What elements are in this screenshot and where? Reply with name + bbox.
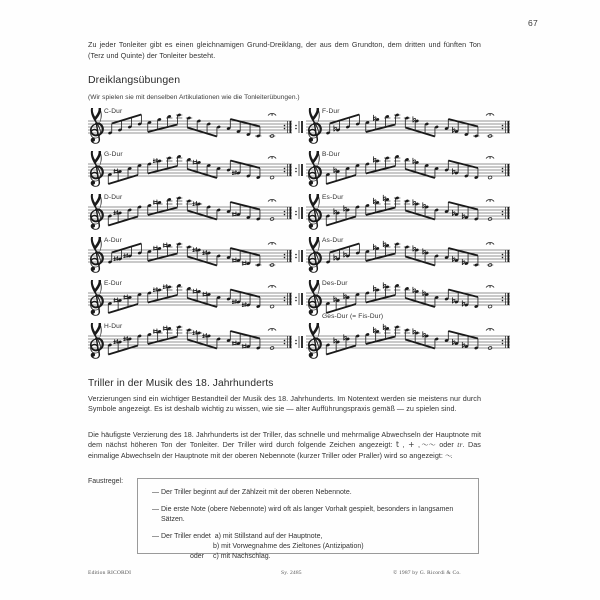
rule3-option-a: a) mit Stillstand auf der Hauptnote, (214, 533, 323, 540)
music-system-row-6 (88, 313, 512, 363)
section-heading-dreiklangsuebungen: Dreiklangsübungen (88, 74, 181, 86)
staff-system-1 (88, 108, 512, 148)
triller-para2-part-b: . Das einmalige Abwechseln der Hauptnote mit der oberen Nebennote (kurzer Triller oder Praller) wird so angezeigt: (88, 440, 481, 460)
rule3-option-c-line (161, 552, 470, 562)
intro-paragraph: Zu jeder Tonleiter gibt es einen gleichnamigen Grund-Dreiklang, der aus dem Grundton, dem dritten und fünften Ton (Terz und Quinte) der Tonleiter besteht. (88, 40, 481, 60)
faustregel-label: Faustregel: (88, 478, 124, 485)
rule3-lead: Der Triller endet (161, 533, 211, 540)
music-system-row-5 (88, 280, 512, 320)
trill-symbol-tr: tr (457, 440, 463, 450)
page-footer (88, 570, 488, 580)
key-label-c-dur: C-Dur (104, 108, 123, 115)
faustregel-rule-list (152, 488, 470, 569)
staff-system-5 (88, 280, 512, 320)
staff-system-4 (88, 237, 512, 277)
staff-system-6 (88, 323, 512, 363)
key-label-h-dur: H-Dur (104, 323, 123, 330)
key-label-e-dur: E-Dur (104, 280, 122, 287)
rule-dash: — (152, 489, 159, 496)
rule3-oder-label: oder (190, 553, 205, 560)
rule-text: Die erste Note (obere Nebennote) wird oft als langer Vorhalt gespielt, besonders in langsamen Sätzen. (161, 506, 454, 523)
rule-text: Der Triller beginnt auf der Zählzeit mit der oberen Nebennote. (161, 489, 352, 496)
music-staff-area (88, 108, 512, 366)
triller-paragraph-2: Die häufigste Verzierung des 18. Jahrhunderts ist der Triller, das schnelle und mehrmalige Abwechseln der Hauptnote mit dem nächst höheren Ton der Tonleiter. Der Triller wird durch folgende Zeichen angezeigt: t , + ,〜〜 oder tr. Das einmalige Abwechseln der Hauptnote mit der oberen Nebennote (kurzer Triller oder Praller) wird so angezeigt: 〜. (88, 430, 481, 460)
faustregel-box (137, 478, 479, 560)
key-label-g-dur: G-Dur (104, 151, 123, 158)
trill-symbol-t: t (396, 440, 400, 450)
music-system-row-2 (88, 151, 512, 191)
trill-symbol-plus: + (408, 440, 415, 450)
rule3-option-b: b) mit Vorwegnahme des Zieltones (Antizipation) (213, 543, 364, 550)
rule3-option-b-line (161, 542, 470, 552)
faustregel-rule-1 (152, 488, 470, 498)
dreiklang-subnote: (Wir spielen sie mit denselben Artikulationen wie die Tonleiterübungen.) (88, 94, 300, 101)
trill-symbol-wavy-line: 〜〜 (420, 441, 436, 450)
triller-para2-end: . (450, 450, 453, 460)
staff-system-2 (88, 151, 512, 191)
music-system-row-4 (88, 237, 512, 277)
trill-oder-label: oder (439, 440, 454, 450)
rule-dash: — (152, 506, 159, 513)
music-system-row-1 (88, 108, 512, 148)
triller-para2-part-a: Die häufigste Verzierung des 18. Jahrhunderts ist der Triller, das schnelle und mehrmalige Abwechseln der Hauptnote mit dem nächst höheren Ton der Tonleiter. Der Triller wird durch folgende Zeichen angezeigt: (88, 430, 481, 450)
key-label-f-dur: F-Dur (322, 108, 340, 115)
triller-paragraph-1: Verzierungen sind ein wichtiger Bestandteil der Musik des 18. Jahrhunderts. Im Notentext werden sie meistens nur durch Symbole angezeigt. Es ist deshalb wichtig zu wissen, wie sie — alter Aufführungspraxis gemäß — zu spielen sind. (88, 394, 481, 414)
praller-symbol: 〜 (445, 451, 451, 460)
key-label-es-dur: Es-Dur (322, 194, 344, 201)
key-label-ges-dur-fis-dur-: Ges-Dur (= Fis-Dur) (322, 313, 384, 320)
key-label-des-dur: Des-Dur (322, 280, 348, 287)
section-heading-triller: Triller in der Musik des 18. Jahrhunderts (88, 378, 274, 389)
footer-copyright: © 1987 by G. Ricordi & Co. (393, 570, 461, 576)
key-label-d-dur: D-Dur (104, 194, 123, 201)
key-label-as-dur: As-Dur (322, 237, 344, 244)
music-system-row-3 (88, 194, 512, 234)
rule3-option-c: c) mit Nachschlag. (213, 553, 271, 560)
footer-plate-no: Sy. 2485 (281, 570, 302, 576)
key-label-b-dur: B-Dur (322, 151, 340, 158)
key-label-a-dur: A-Dur (104, 237, 122, 244)
faustregel-rule-2 (152, 505, 470, 525)
page-number: 67 (527, 18, 538, 28)
footer-edition: Edition RICORDI (88, 570, 132, 576)
faustregel-rule-3 (152, 532, 470, 562)
rule-dash: — (152, 533, 159, 540)
staff-system-3 (88, 194, 512, 234)
